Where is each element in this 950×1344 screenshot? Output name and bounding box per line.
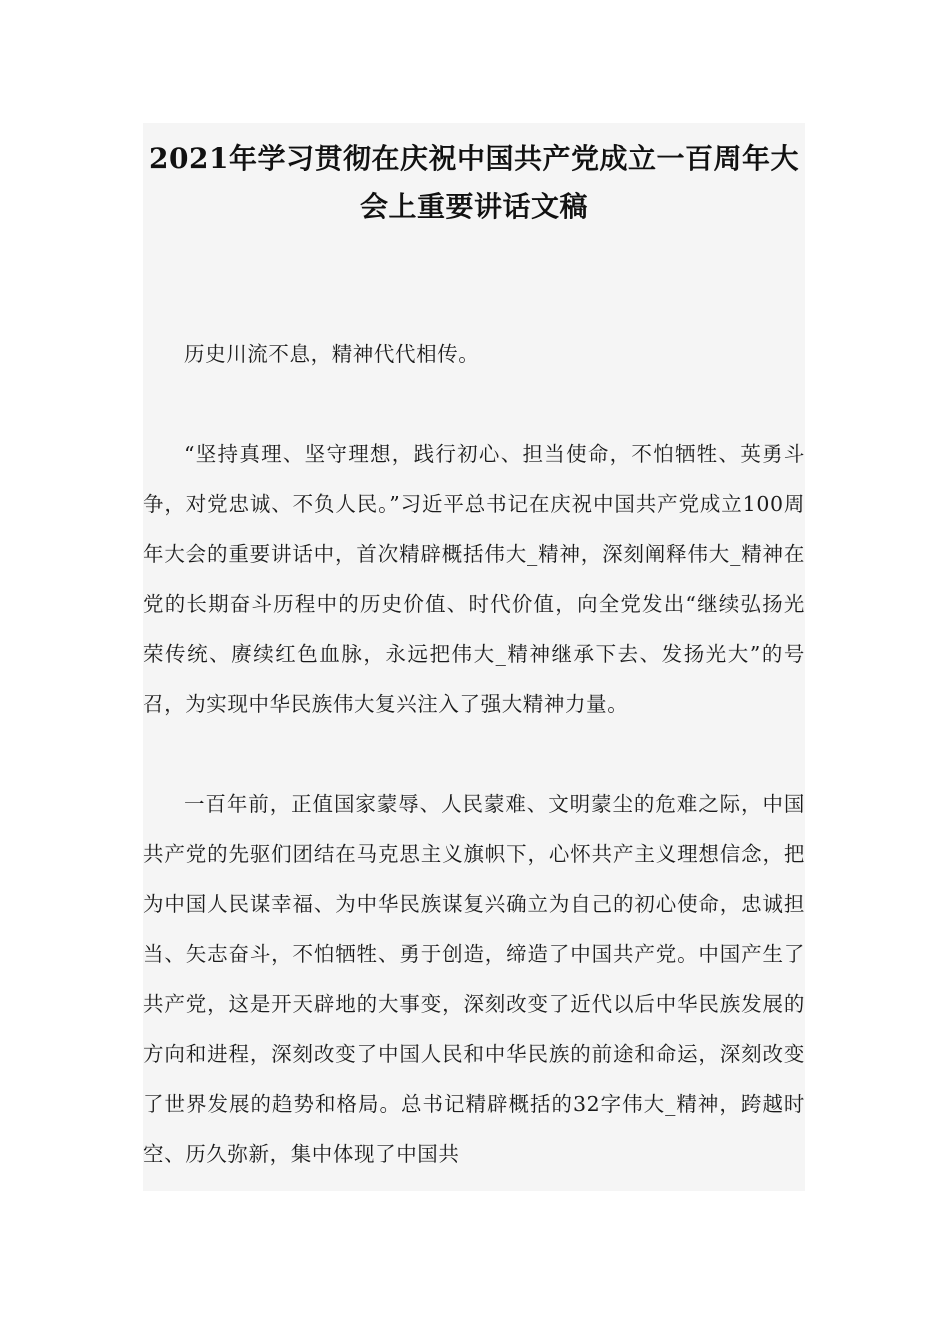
paragraph-2: “坚持真理、坚守理想，践行初心、担当使命，不怕牺牲、英勇斗争，对党忠诚、不负人民。”习近平总书记在庆祝中国共产党成立100周年大会的重要讲话中，首次精辟概括伟大_精神，深刻阐释伟大_精神在党的长期奋斗历程中的历史价值、时代价值，向全党发出“继续弘扬光荣传统、赓续红色血脉，永远把伟大_精神继承下去、发扬光大”的号召，为实现中华民族伟大复兴注入了强大精神力量。 xyxy=(143,442,805,716)
paragraph-3: 一百年前，正值国家蒙辱、人民蒙难、文明蒙尘的危难之际，中国共产党的先驱们团结在马克思主义旗帜下，心怀共产主义理想信念，把为中国人民谋幸福、为中华民族谋复兴确立为自己的初心使命，忠诚担当、矢志奋斗，不怕牺牲、勇于创造，缔造了中国共产党。中国产生了共产党，这是开天辟地的大事变，深刻改变了近代以后中华民族发展的方向和进程，深刻改变了中国人民和中华民族的前途和命运，深刻改变了世界发展的趋势和格局。总书记精辟概括的32字伟大_精神，跨越时空、历久弥新，集中体现了中国共 xyxy=(143,792,805,1166)
document-page xyxy=(143,123,805,1191)
paragraph-1: 历史川流不息，精神代代相传。 xyxy=(184,342,480,366)
document-title: 2021年学习贯彻在庆祝中国共产党成立一百周年大会上重要讲话文稿 xyxy=(149,142,799,223)
